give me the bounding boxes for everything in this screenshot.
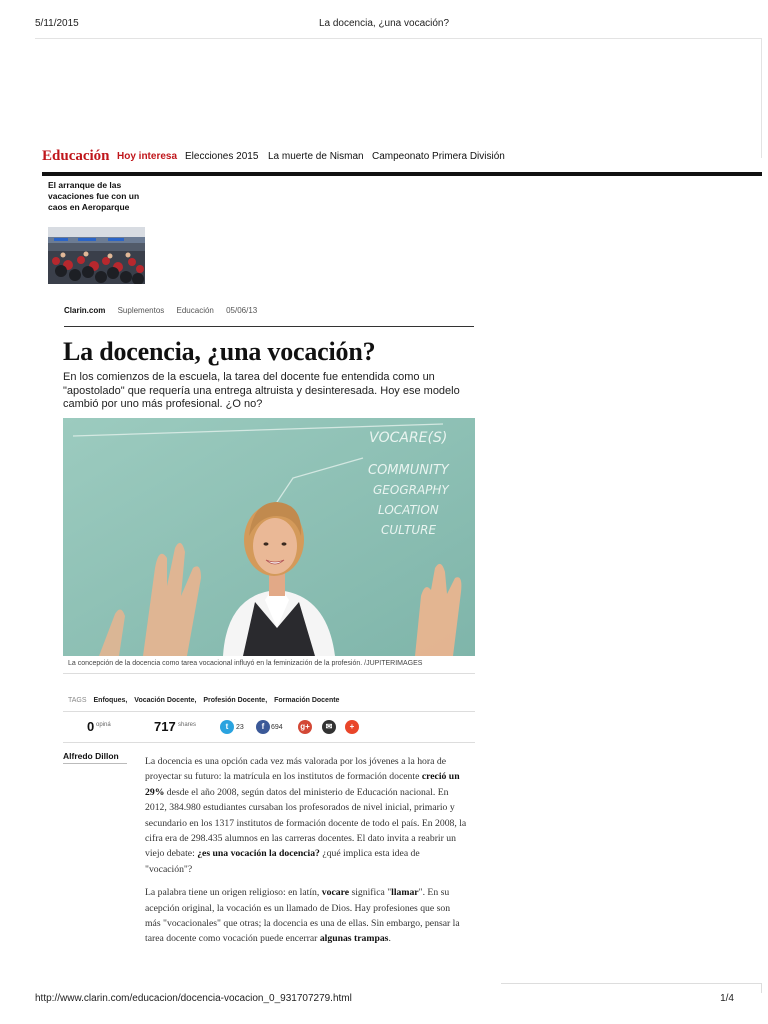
breadcrumb-home[interactable]: Clarin.com xyxy=(64,306,106,315)
nav-link-elecciones[interactable]: Elecciones 2015 xyxy=(185,151,259,162)
article-body xyxy=(145,754,467,955)
breadcrumb-educacion[interactable]: Educación xyxy=(176,306,214,315)
sidebar-story-headline[interactable]: El arranque de las vacaciones fue con un caos en Aeroparque xyxy=(48,180,140,212)
tag-enfoques[interactable]: Enfoques, xyxy=(93,697,128,704)
breadcrumb-divider xyxy=(64,326,474,327)
social-bar xyxy=(63,716,475,740)
print-title: La docencia, ¿una vocación? xyxy=(318,18,450,29)
author-name[interactable]: Alfredo Dillon xyxy=(63,751,119,761)
image-caption: La concepción de la docencia como tarea vocacional influyó en la feminización de la profesión. /JUPITERIMAGES xyxy=(68,660,423,667)
ad-placeholder-border-right xyxy=(761,38,762,158)
chalk-geography: GEOGRAPHY xyxy=(373,483,449,497)
nav-divider xyxy=(42,172,762,176)
right-column-box-border-right xyxy=(761,983,762,993)
more-share-icon[interactable]: + xyxy=(345,720,359,734)
chalk-location: LOCATION xyxy=(378,503,439,517)
teacher-chalkboard-image xyxy=(63,418,475,656)
chalk-vocare: VOCARE(S) xyxy=(369,430,448,446)
ad-placeholder-border xyxy=(35,38,762,39)
bold-debate-question: ¿es una vocación la docencia? xyxy=(197,848,320,860)
nav-link-campeonato[interactable]: Campeonato Primera División xyxy=(372,151,505,162)
print-footer xyxy=(0,993,768,1007)
tag-vocacion-docente[interactable]: Vocación Docente, xyxy=(134,697,197,704)
tags-label: TAGS xyxy=(68,697,87,704)
print-date: 5/11/2015 xyxy=(35,18,79,29)
bold-llamar: llamar xyxy=(391,887,419,899)
googleplus-icon[interactable]: g+ xyxy=(298,720,312,734)
right-column-box-border xyxy=(501,983,762,984)
comments-count[interactable]: 0 xyxy=(87,719,95,734)
shares-count: 717 xyxy=(154,719,176,734)
author-divider xyxy=(63,763,127,764)
sidebar-story-thumbnail[interactable] xyxy=(48,227,145,284)
social-divider xyxy=(63,742,475,743)
chalk-culture: CULTURE xyxy=(381,523,437,537)
twitter-icon[interactable]: t xyxy=(220,720,234,734)
section-title-educacion[interactable]: Educación xyxy=(42,148,110,164)
sidebar-story[interactable] xyxy=(48,180,148,213)
shares-label: shares xyxy=(178,722,197,728)
section-nav xyxy=(42,146,762,170)
tag-profesion-docente[interactable]: Profesión Docente, xyxy=(203,697,268,704)
breadcrumb xyxy=(64,306,267,315)
tags-row xyxy=(68,697,344,704)
comments-label[interactable]: opiná xyxy=(96,722,111,728)
bold-algunas-trampas: algunas trampas xyxy=(319,933,389,945)
nav-hoy-interesa[interactable]: Hoy interesa xyxy=(117,151,178,162)
tags-divider xyxy=(63,711,475,712)
print-url: http://www.clarin.com/educacion/docencia-vocacion_0_931707279.html xyxy=(35,993,352,1004)
bold-vocare: vocare xyxy=(321,887,350,899)
breadcrumb-suplementos[interactable]: Suplementos xyxy=(117,306,165,315)
chalk-community: COMMUNITY xyxy=(368,463,449,478)
article-lede: En los comienzos de la escuela, la tarea del docente fue entendida como un "apostolado" que requería una entrega altruista y desinteresada. Hoy ese modelo cambió por uno más profesional. ¿O no? xyxy=(63,371,460,410)
print-page-number: 1/4 xyxy=(720,993,734,1004)
nav-link-nisman[interactable]: La muerte de Nisman xyxy=(268,151,364,162)
body-paragraph-1: La docencia es una opción cada vez más valorada por los jóvenes a la hora de proyectar su futuro: la matrícula en los institutos de formación docente creció un 29% desde el año 2008, según datos del ministerio de Educación nacional. En 2012, 384.980 estudiantes cursaban los profesorados de nivel inicial, primario y secundario en los 1317 institutos de formación docente de todo el país. En 2008, la cifra era de 298.435 alumnos en las carreras docentes. El dato invita a reabrir un viejo debate: ¿es una vocación la docencia? ¿qué implica esta idea de "vocación"? xyxy=(145,756,467,875)
article-hero-image xyxy=(63,418,475,656)
tag-formacion-docente[interactable]: Formación Docente xyxy=(274,697,340,704)
article-date: 05/06/13 xyxy=(226,306,258,315)
body-paragraph-2: La palabra tiene un origen religioso: en latín, vocare significa "llamar". En su acepción original, la vocación es un llamado de Dios. Hay profesiones que son más "vocacionales" que otras; la docencia es una de ellas. Sin embargo, pensar la tarea docente como vocación puede encerrar algunas trampas. xyxy=(145,887,460,945)
article-title: La docencia, ¿una vocación? xyxy=(63,337,376,366)
email-icon[interactable]: ✉ xyxy=(322,720,336,734)
airport-crowd-image xyxy=(48,227,145,284)
print-header xyxy=(0,18,768,32)
facebook-count: 694 xyxy=(271,724,283,731)
caption-divider xyxy=(63,673,475,674)
link-crecio[interactable]: creció un 29% xyxy=(145,771,460,798)
twitter-count: 23 xyxy=(236,724,244,731)
facebook-icon[interactable]: f xyxy=(256,720,270,734)
